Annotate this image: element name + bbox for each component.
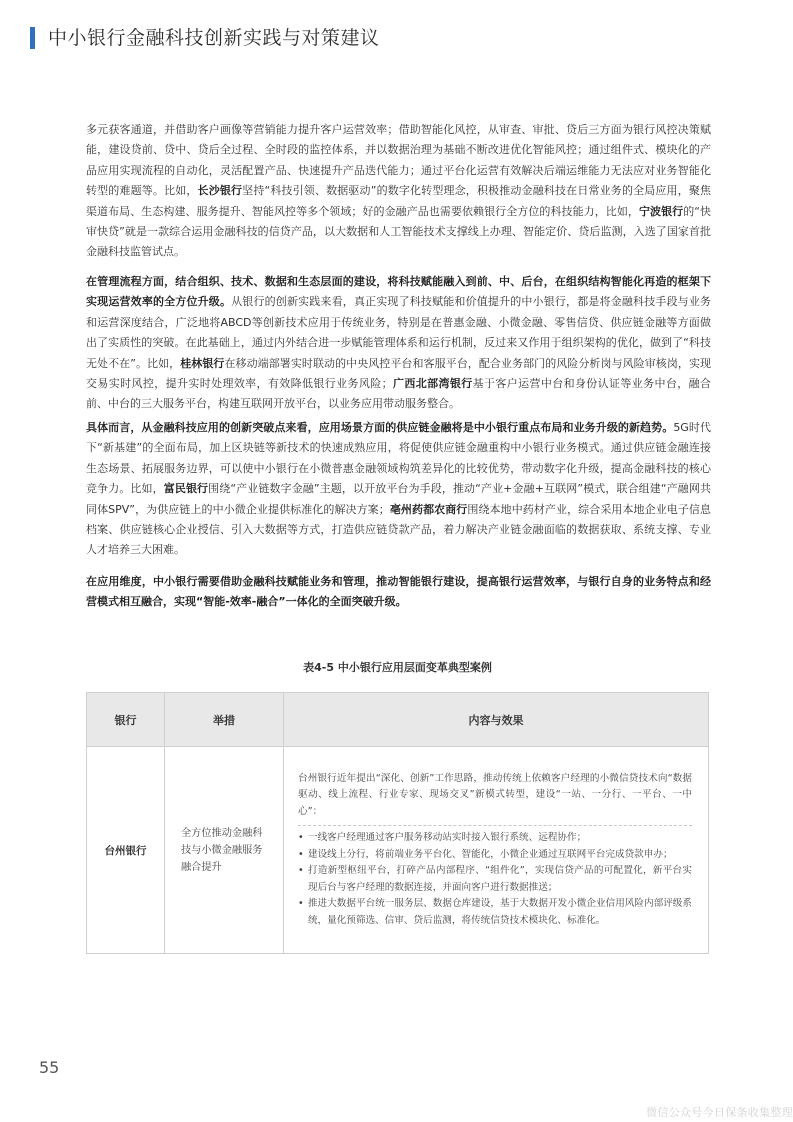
text-run: 5G时代下“新基建”的全面布局，加上区块链等新技术的快速成熟应用，将促使供应链金融重构中小银行业务模式。通过供应链金融连接生态场景、拓展服务边界，可以使中小银行在小微普惠金融领域构筑差异化的比较优势，带动数字化升级，提高金融科技的核心竞争力。比如， <box>86 421 711 496</box>
text-run: 多元获客通道，并借助客户画像等营销能力提升客户运营效率；借助智能化风控，从审查、审批、贷后三方面为银行风控决策赋能，建设贷前、贷中、贷后全过程、全时段的监控体系，并以数据治理为基础不断改进优化智能风控；通过组件式、模块化的产品应用实现流程的自动化，灵活配置产品、快速提升产品迭代能力；通过平台化运营有效解决后端运维能力无法应对业务智能化转型的难题等。比如， <box>86 123 711 198</box>
list-item: • 打造新型枢纽平台，打碎产品内部程序、“组件化”，实现信贷产品的可配置化，新平台实现后台与客户经理的数据连接，并面向客户进行数据推送； <box>298 865 692 893</box>
bold-text-run: 广西北部湾银行 <box>392 377 473 391</box>
body-paragraph-4 <box>86 572 711 613</box>
bullet-icon: • <box>298 848 304 860</box>
header-content: 内容与效果 <box>284 693 709 747</box>
content-divider <box>298 825 692 826</box>
cell-content <box>284 747 709 954</box>
list-item: • 建设线上分行，将前端业务平台化、智能化，小微企业通过互联网平台完成贷款申办； <box>298 847 692 864</box>
page-header-title: 中小银行金融科技创新实践与对策建议 <box>48 27 380 49</box>
table-header-row <box>87 693 709 747</box>
header-accent-bar <box>30 27 35 49</box>
bold-text-run: 亳州药都农商行 <box>389 502 468 516</box>
case-table <box>86 692 709 954</box>
bold-text-run: 长沙银行 <box>197 184 243 198</box>
table-row <box>87 747 709 954</box>
list-item: • 一线客户经理通过客户服务移动站实时接入银行系统、远程协作； <box>298 830 692 847</box>
bullet-icon: • <box>298 898 304 910</box>
header-bank: 银行 <box>87 693 165 747</box>
bold-text-run: 富民银行 <box>163 482 209 496</box>
body-paragraph-2 <box>86 272 711 415</box>
cell-bank-name: 台州银行 <box>87 747 165 954</box>
bold-text-run: 宁波银行 <box>638 204 684 218</box>
bullet-icon: • <box>298 865 304 877</box>
text-run: 在移动端部署实时联动的中央风控平台和客服平台，配合业务部门的风险分析岗与风险审核岗，实现交易实时风控，提升实时处理效率，有效降低银行业务风险； <box>86 356 712 391</box>
text-run: 的“快审快贷”就是一款综合运用金融科技的信贷产品，以大数据和人工智能技术支撑线上办理、智能定价、贷后监测，入选了国家首批金融科技监管试点。 <box>86 204 712 259</box>
page-number: 55 <box>39 1058 60 1077</box>
text-run: 坚持“科技引领、数据驱动”的数字化转型理念，积极推动金融科技在日常业务的全局应用，聚焦渠道布局、生态构建、服务提升、智能风控等多个领域；好的金融产品也需要依赖银行全方位的科技能力，比如， <box>86 184 712 218</box>
bold-text-run: 具体而言，从金融科技应用的创新突破点来看，应用场景方面的供应链金融将是中小银行重点布局和业务升级的新趋势。 <box>86 421 674 434</box>
text-run: 基于客户运营中台和身份认证等业务中台，融合前、中台的三大服务平台，构建互联网开放平台，以业务应用带动服务整合。 <box>86 377 712 411</box>
text-run: 从银行的创新实践来看，真正实现了科技赋能和价值提升的中小银行，都是将金融科技手段与业务和运营深度结合，广泛地将ABCD等创新技术应用于传统业务，特别是在普惠金融、小微金融、零售信贷、供应链金融等方面做出了实质性的突破。在此基础上，通过内外结合进一步赋能管理体系和运行机制，反过来又作用于组织架构的优化，做到了“科技无处不在”。比如， <box>86 295 712 370</box>
bullet-icon: • <box>298 832 304 844</box>
content-bullet-list <box>298 830 692 929</box>
text-run: 围绕本地中药材产业，综合采用本地企业电子信息档案、供应链核心企业授信、引入大数据等方式，打造供应链贷款产品，着力解决产业链金融面临的数据获取、系统支撑、专业人才培养三大困难。 <box>86 502 712 557</box>
content-intro: 台州银行近年提出“深化、创新”工作思路，推动传统上依赖客户经理的小微信贷技术向“数据驱动、线上流程、行业专家、现场交叉”新模式转型，建设“一站、一分行、一平台、一中心”： <box>298 772 692 817</box>
bold-text-run: 在应用维度，中小银行需要借助金融科技赋能业务和管理，推动智能银行建设，提高银行运营效率，与银行自身的业务特点和经营模式相互融合，实现“智能-效率-融合”一体化的全面突破升级。 <box>86 575 711 609</box>
cell-measure: 全方位推动金融科技与小微金融服务融合提升 <box>165 747 284 954</box>
bold-text-run: 在管理流程方面，结合组织、技术、数据和生态层面的建设，将科技赋能融入到前、中、后台，在组织结构智能化再造的框架下实现运营效率的全方位升级。 <box>86 275 711 309</box>
body-paragraph-1 <box>86 120 711 263</box>
header-measure: 举措 <box>165 693 284 747</box>
watermark-text: 微信公众号今日保条收集整理 <box>646 1106 793 1119</box>
text-run: 围绕“产业链数字金融”主题，以开放平台为手段，推动“产业+金融+互联网”模式，联合组建“产融网共同体SPV”，为供应链上的中小微企业提供标准化的解决方案； <box>86 482 711 516</box>
bold-text-run: 桂林银行 <box>180 356 225 370</box>
body-paragraph-3 <box>86 418 711 561</box>
list-item: • 推进大数据平台统一服务层、数据仓库建设，基于大数据开发小微企业信用风险内部评级系统，量化预筛选、信审、贷后监测，将传统信贷技术模块化、标准化。 <box>298 898 692 926</box>
table-caption: 表4-5 中小银行应用层面变革典型案例 <box>303 661 492 674</box>
